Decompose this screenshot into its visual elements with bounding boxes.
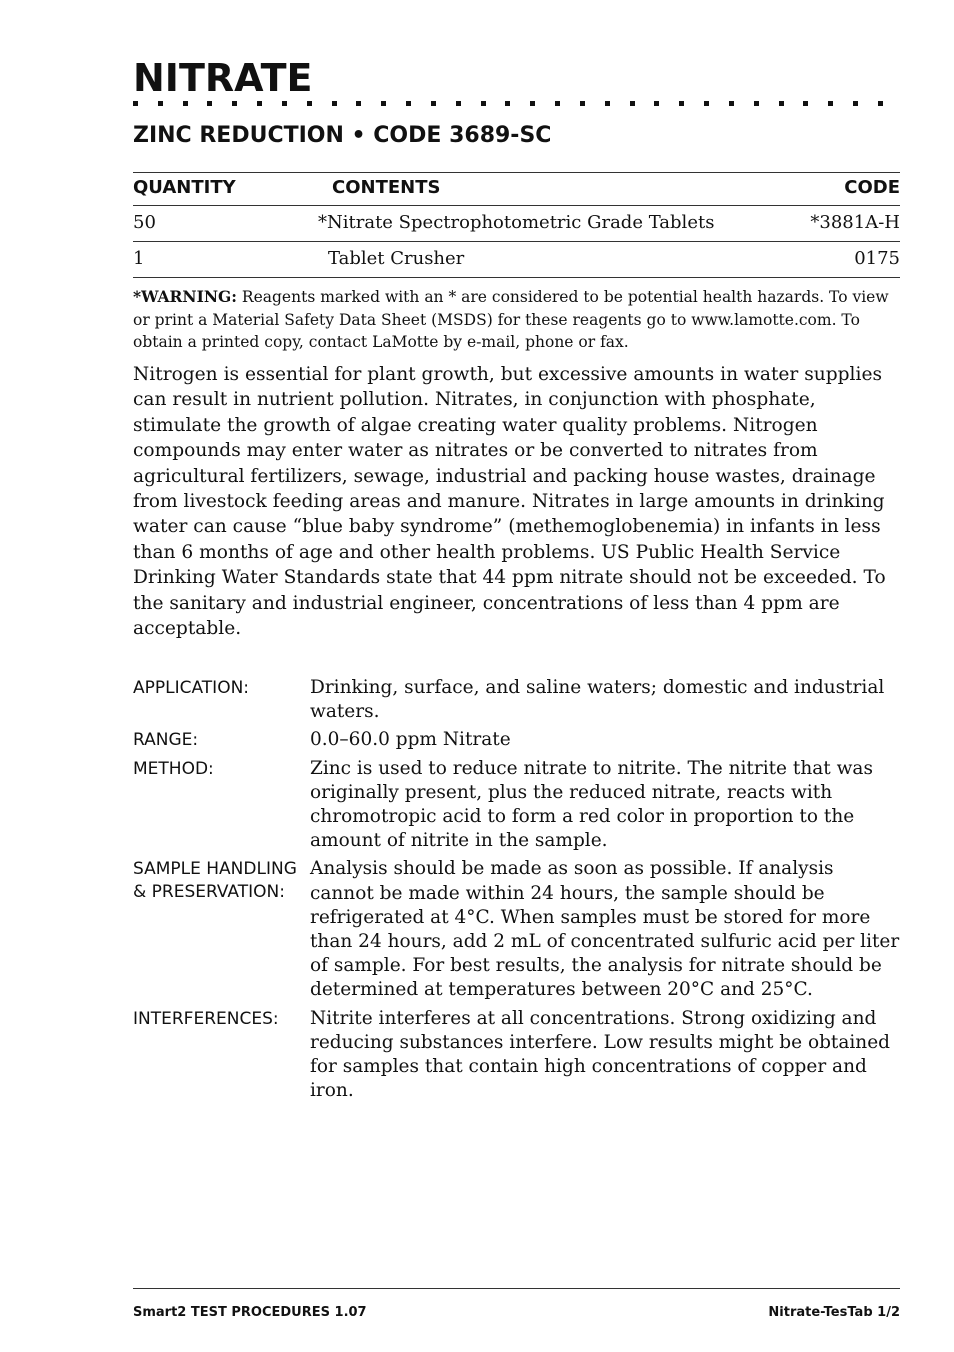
warning-text: Reagents marked with an * are considered to be potential health hazards. To view or print a Material Safety Data Sheet (MSDS) for these reagents go to www.lamotte.com. To obtain a printed copy, contact LaMotte by e-mail, phone or fax.: [133, 288, 889, 351]
row-contents: Tablet Crusher: [328, 248, 465, 269]
row-quantity: 50: [133, 212, 156, 233]
spec-text: 0.0–60.0 ppm Nitrate: [310, 729, 511, 751]
spec-range: [133, 728, 903, 752]
spec-label: APPLICATION:: [133, 678, 250, 698]
page-subtitle: ZINC REDUCTION • CODE 3689-SC: [133, 123, 552, 148]
table-header: [133, 173, 900, 205]
table-row: [133, 206, 900, 241]
page-title: NITRATE: [133, 56, 313, 100]
spec-sample-handling: [133, 857, 903, 1002]
spec-text: Drinking, surface, and saline waters; domestic and industrial waters.: [310, 677, 885, 723]
column-header-code: CODE: [844, 177, 900, 198]
row-code: *3881A-H: [810, 212, 900, 233]
row-contents: *Nitrate Spectrophotometric Grade Tablets: [318, 212, 715, 233]
spec-label: RANGE:: [133, 730, 199, 751]
table-row: [133, 242, 900, 277]
warning-label: *WARNING:: [133, 287, 237, 306]
spec-label: METHOD:: [133, 758, 214, 779]
warning-notice: [133, 286, 903, 354]
specs-list: [133, 676, 903, 1103]
row-quantity: 1: [133, 248, 145, 269]
spec-text: Analysis should be made as soon as possible. If analysis cannot be made within 24 hours, the sample should be refrigerated at 4°C. When samples must be stored for more than 24 hours, add 2 mL of concentrated sulfuric acid per liter of sample. For best results, the analysis for nitrate should be determined at temperatures between 20°C and 25°C.: [310, 858, 900, 1001]
spec-method: [133, 757, 903, 854]
spec-label: SAMPLE HANDLING & PRESERVATION:: [133, 859, 297, 903]
column-header-quantity: QUANTITY: [133, 177, 236, 198]
column-header-contents: CONTENTS: [332, 177, 441, 198]
footer-right: Nitrate-TesTab 1/2: [768, 1305, 900, 1320]
contents-table: [133, 172, 900, 278]
footer-divider: [133, 1288, 900, 1289]
spec-text: Zinc is used to reduce nitrate to nitrite. The nitrite that was originally present, plus the reduced nitrate, reacts with chromotropic acid to form a red color in proportion to the amount of nitrite in the sample.: [310, 757, 873, 852]
intro-paragraph: Nitrogen is essential for plant growth, but excessive amounts in water supplies can result in nutrient pollution. Nitrates, in conjunction with phosphate, stimulate the growth of algae creating water quality problems. Nitrogen compounds may enter water as nitrates or be converted to nitrates from agricultural fertilizers, sewage, industrial and packing house wastes, drainage from livestock feeding areas and manure. Nitrates in large amounts in drinking water can cause “blue baby syndrome” (methemoglobenemia) in infants in less than 6 months of age and other health problems. US Public Health Service Drinking Water Standards state that 44 ppm nitrate should not be exceeded. To the sanitary and industrial engineer, concentrations of less than 4 ppm are acceptable.: [133, 364, 886, 640]
spec-text: Nitrite interferes at all concentrations. Strong oxidizing and reducing substances interfere. Low results might be obtained for samples that contain high concentrations of copper and iron.: [310, 1007, 891, 1102]
row-code: 0175: [854, 248, 900, 269]
spec-label: INTERFERENCES:: [133, 1008, 279, 1029]
footer-left: Smart2 TEST PROCEDURES 1.07: [133, 1305, 367, 1320]
dotted-divider: [133, 101, 883, 107]
spec-interferences: [133, 1007, 903, 1104]
spec-application: [133, 676, 903, 724]
